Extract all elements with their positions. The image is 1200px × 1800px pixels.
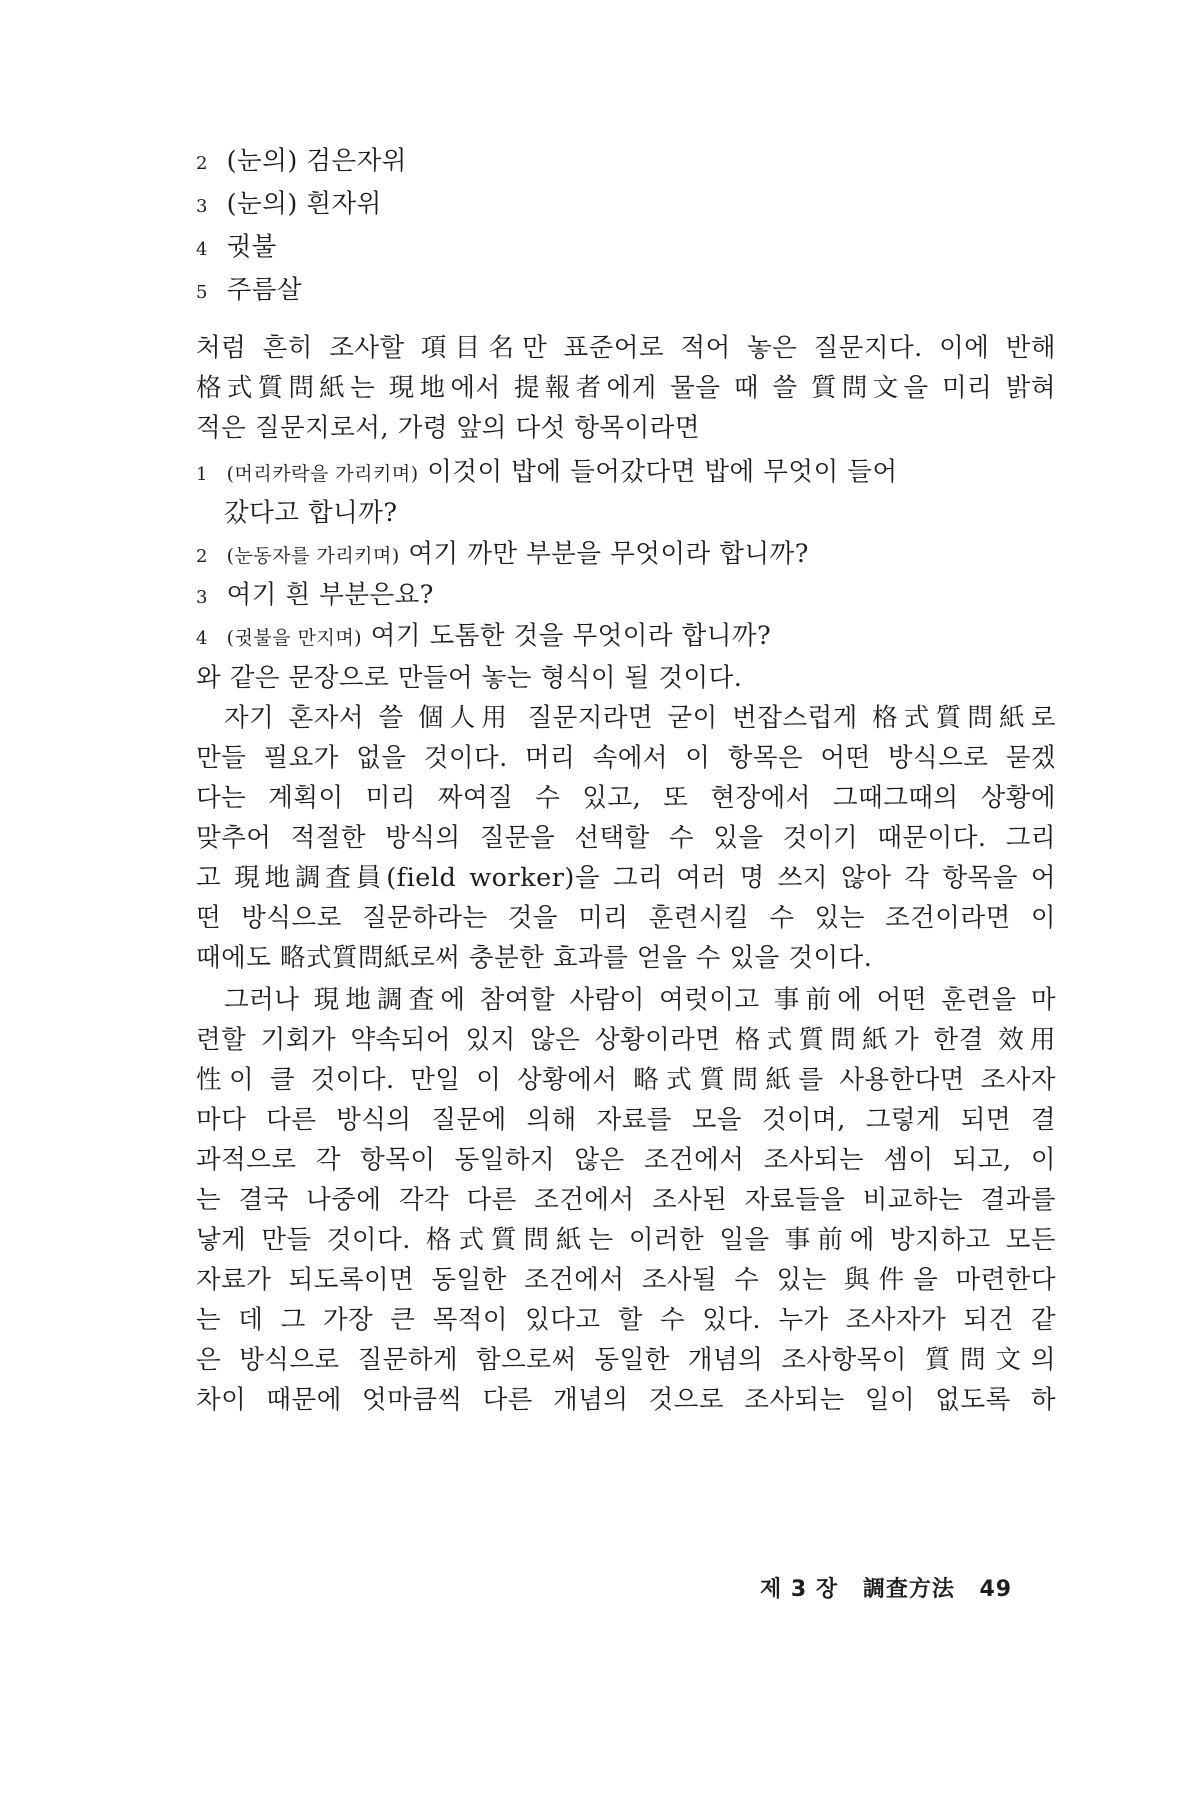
- question-list: [196, 452, 1056, 657]
- text-line: 마다 다른 방식의 질문에 의해 자료를 모을 것이며, 그렇게 되면 결: [196, 1105, 1056, 1135]
- text-line: 낳게 만들 것이다. 格式質問紙는 이러한 일을 事前에 방지하고 모든: [196, 1225, 1056, 1255]
- list-note: (머리카락을 가리키며): [226, 463, 419, 485]
- text-line: 자료가 되도록이면 동일한 조건에서 조사될 수 있는 與件을 마련한다: [196, 1265, 1056, 1295]
- text-line: 格式質問紙는 現地에서 提報者에게 물을 때 쓸 質問文을 미리 밝혀: [196, 373, 1056, 403]
- list-text: 귓불: [226, 232, 277, 262]
- list-number: 4: [196, 239, 208, 260]
- list-text: 이것이 밥에 들어갔다면 밥에 무엇이 들어: [427, 457, 898, 487]
- paragraph-1: [196, 328, 1056, 448]
- list-text: (눈의) 검은자위: [226, 146, 407, 176]
- list-note: (귓불을 만지며): [226, 627, 363, 649]
- list-text: 주름살: [226, 275, 303, 305]
- answer-list: [196, 140, 1056, 312]
- text-line: 떤 방식으로 질문하라는 것을 미리 훈련시킬 수 있는 조건이라면 이: [196, 903, 1056, 933]
- text-line: 은 방식으로 질문하게 함으로써 동일한 개념의 조사항목이 質問文의: [196, 1345, 1056, 1375]
- list-number: 5: [196, 282, 208, 303]
- list-number: 3: [196, 587, 208, 608]
- list-number: 3: [196, 196, 208, 217]
- text-line: 는 데 그 가장 큰 목적이 있다고 할 수 있다. 누가 조사자가 되건 같: [196, 1305, 1056, 1335]
- text-line: 그러나 現地調査에 참여할 사람이 여럿이고 事前에 어떤 훈련을 마: [224, 985, 1056, 1015]
- paragraph-3: [196, 980, 1056, 1420]
- list-item: [196, 575, 1056, 616]
- text-line: 다는 계획이 미리 짜여질 수 있고, 또 현장에서 그때그때의 상황에: [196, 783, 1056, 813]
- list-number: 2: [196, 546, 208, 567]
- page-footer: [760, 1572, 1060, 1603]
- text-line: 만들 필요가 없을 것이다. 머리 속에서 이 항목은 어떤 방식으로 묻겠: [196, 743, 1056, 773]
- text-line: 차이 때문에 엇마큼씩 다른 개념의 것으로 조사되는 일이 없도록 하: [196, 1385, 1056, 1415]
- list-note: (눈동자를 가리키며): [226, 545, 400, 567]
- list-number: 2: [196, 153, 208, 174]
- list-text: 여기 까만 부분을 무엇이라 합니까?: [408, 539, 809, 569]
- chapter-label: 제 3 장: [760, 1577, 839, 1602]
- text-line: 와 같은 문장으로 만들어 놓는 형식이 될 것이다.: [196, 663, 743, 693]
- list-number: 1: [196, 464, 208, 485]
- list-text: 여기 도톰한 것을 무엇이라 합니까?: [370, 621, 772, 651]
- list-item: [196, 269, 1056, 312]
- text-line: 맞추어 적절한 방식의 질문을 선택할 수 있을 것이기 때문이다. 그리: [196, 823, 1056, 853]
- list-number: 4: [196, 628, 208, 649]
- list-item: [196, 452, 1056, 493]
- text-line: 는 결국 나중에 각각 다른 조건에서 조사된 자료들을 비교하는 결과를: [196, 1185, 1056, 1215]
- text-line: 련할 기회가 약속되어 있지 않은 상황이라면 格式質問紙가 한결 效用: [196, 1025, 1056, 1055]
- text-line: 고 現地調査員(field worker)을 그리 여러 명 쓰지 않아 각 항목을 어: [196, 863, 1056, 893]
- list-item: [196, 616, 1056, 657]
- list-item: [196, 534, 1056, 575]
- text-line: 때에도 略式質問紙로써 충분한 효과를 얻을 수 있을 것이다.: [196, 943, 873, 973]
- text-line: 性이 클 것이다. 만일 이 상황에서 略式質問紙를 사용한다면 조사자: [196, 1065, 1056, 1095]
- text-line: 처럼 흔히 조사할 項目名만 표준어로 적어 놓은 질문지다. 이에 반해: [196, 333, 1056, 363]
- list-item: [196, 226, 1056, 269]
- page-number: 49: [979, 1577, 1013, 1602]
- list-text: (눈의) 흰자위: [226, 189, 382, 219]
- list-item-continuation: 갔다고 합니까?: [224, 498, 398, 528]
- list-text: 여기 흰 부분은요?: [226, 580, 434, 610]
- text-line: 자기 혼자서 쓸 個人用 질문지라면 굳이 번잡스럽게 格式質問紙로: [224, 703, 1056, 733]
- text-line: 적은 질문지로서, 가령 앞의 다섯 항목이라면: [196, 413, 701, 443]
- text-line: 과적으로 각 항목이 동일하지 않은 조건에서 조사되는 셈이 되고, 이: [196, 1145, 1056, 1175]
- paragraph-2: [196, 658, 1056, 978]
- list-item: [196, 183, 1056, 226]
- section-title: 調査方法: [862, 1577, 955, 1602]
- list-item: [196, 140, 1056, 183]
